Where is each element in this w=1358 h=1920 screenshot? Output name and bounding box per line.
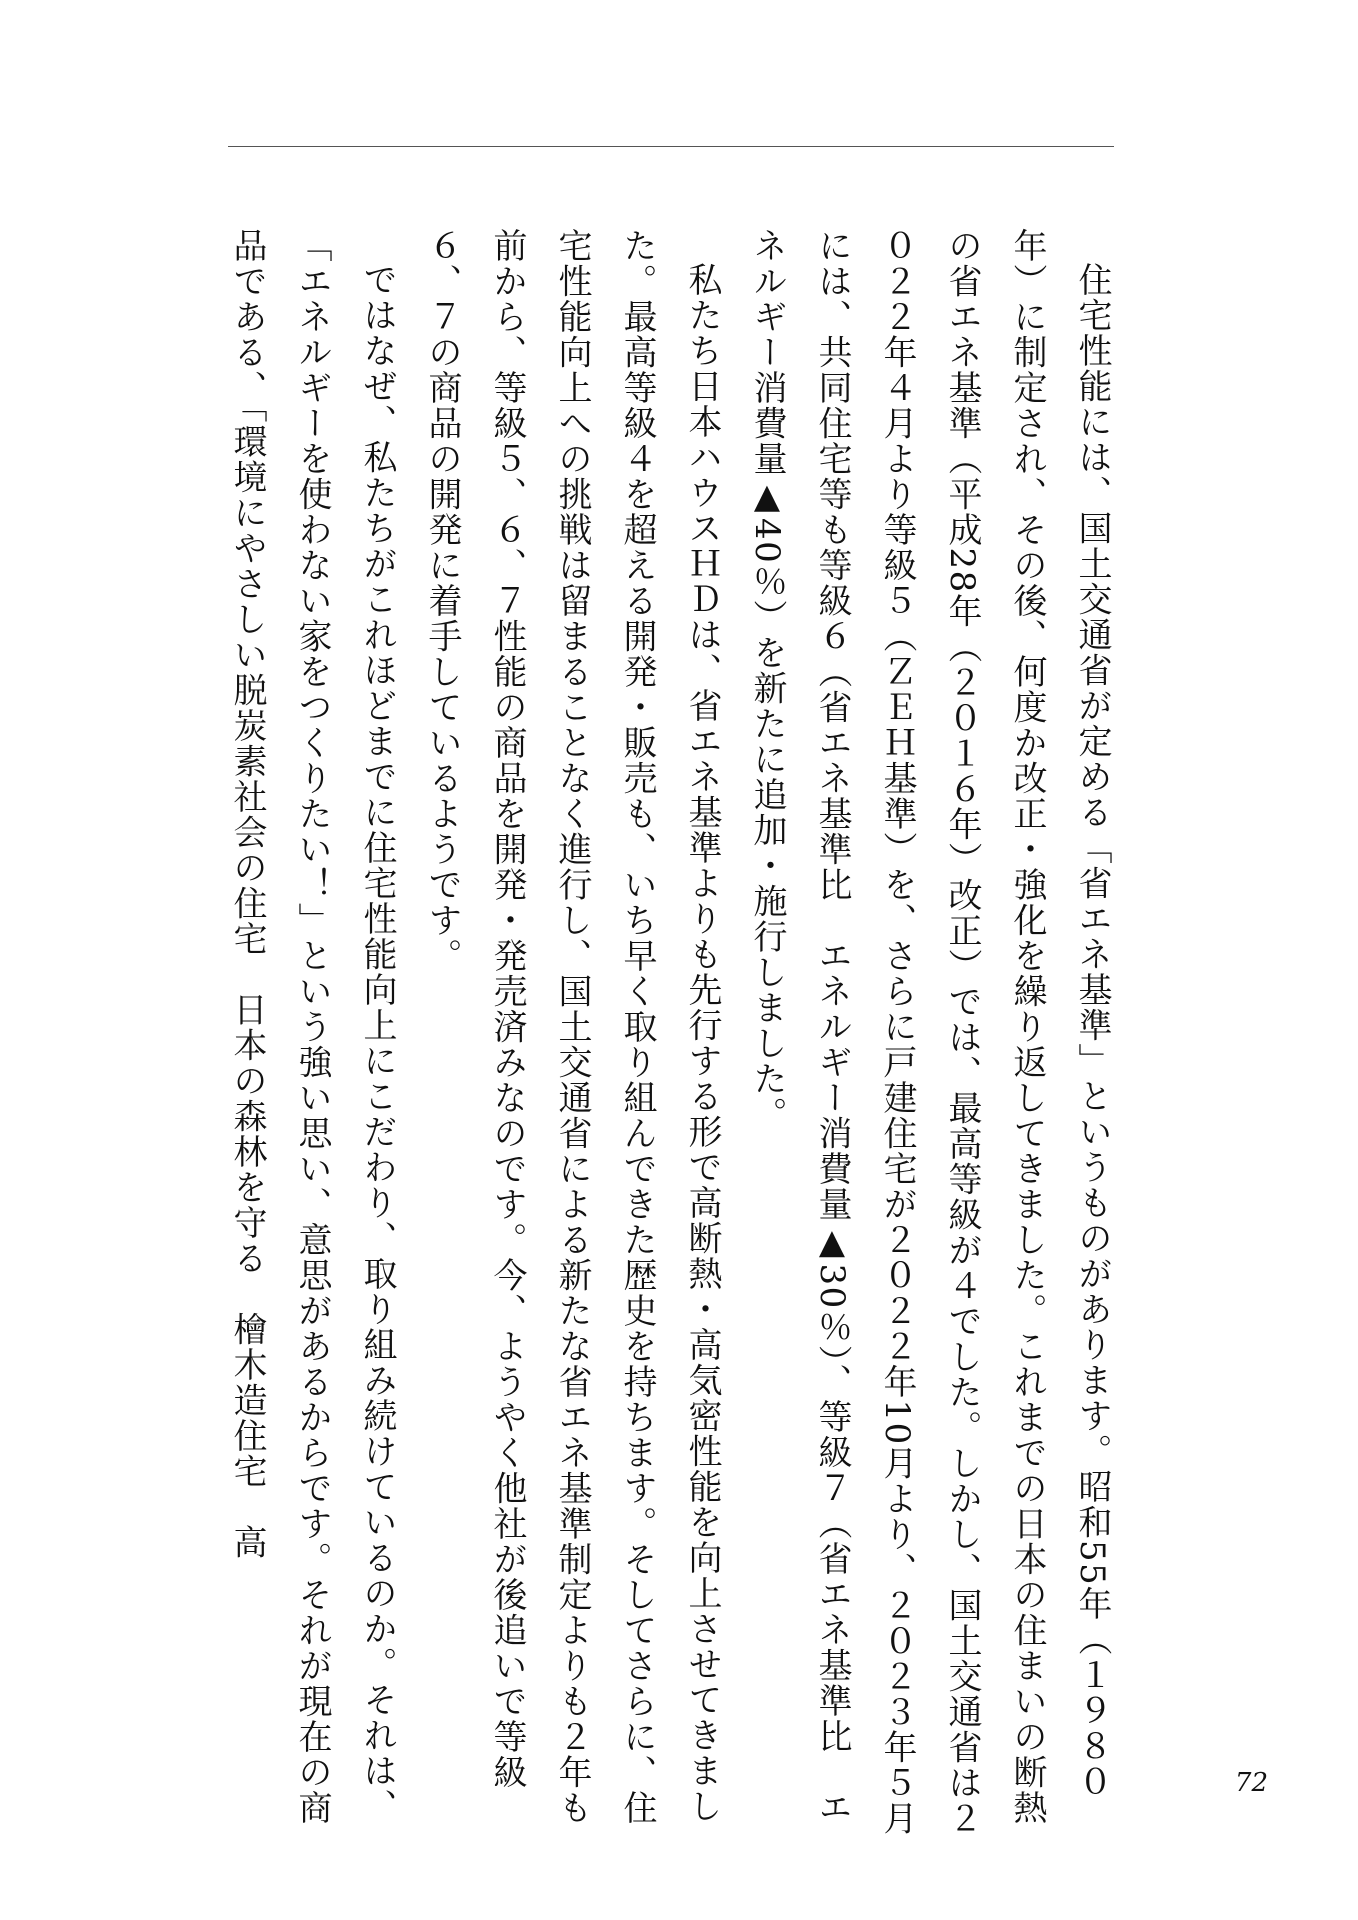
paragraph-motivation: ではなぜ、私たちがこれほどまでに住宅性能向上にこだわり、取り組み続けているのか。それは、「エネルギーを使わない家をつくりたい！」という強い思い、意思があるからです。それが現在の商品である、「環境にやさしい脱炭素社会の住宅 日本の森林を守る 檜木造住宅 高 xyxy=(227,228,397,1826)
paragraph-company-history: 私たち日本ハウスＨＤは、省エネ基準よりも先行する形で高断熱・高気密性能を向上させてきました。最高等級４を超える開発・販売も、いち早く取り組んできた歴史を持ちます。そしてさらに、住宅性能向上への挑戦は留まることなく進行し、国土交通省による新たな省エネ基準制定よりも２年も前から、等級５、６、７性能の商品を開発・発売済みなのです。今、ようやく他社が後追いで等級６、７の商品の開発に着手しているようです。 xyxy=(422,228,722,1826)
page-number: 72 xyxy=(1234,1768,1268,1798)
header-rule xyxy=(228,146,1114,147)
paragraph-energy-standard: 住宅性能には、国土交通省が定める「省エネ基準」というものがあります。昭和55年（１９８０年）に制定され、その後、何度か改正・強化を繰り返してきました。これまでの日本の住まいの断熱の省エネ基準（平成28年（２０１６年）改正）では、最高等級が４でした。しかし、国土交通省は２０２２年４月より等級５（ＺＥＨ基準）を、さらに戸建住宅が２０２２年10月より、２０２３年５月には、共同住宅等も等級６（省エネ基準比 エネルギー消費量▲30％）、等級７（省エネ基準比 エネルギー消費量▲40％）を新たに追加・施行しました。 xyxy=(747,228,1112,1837)
body-text xyxy=(224,228,1124,1848)
